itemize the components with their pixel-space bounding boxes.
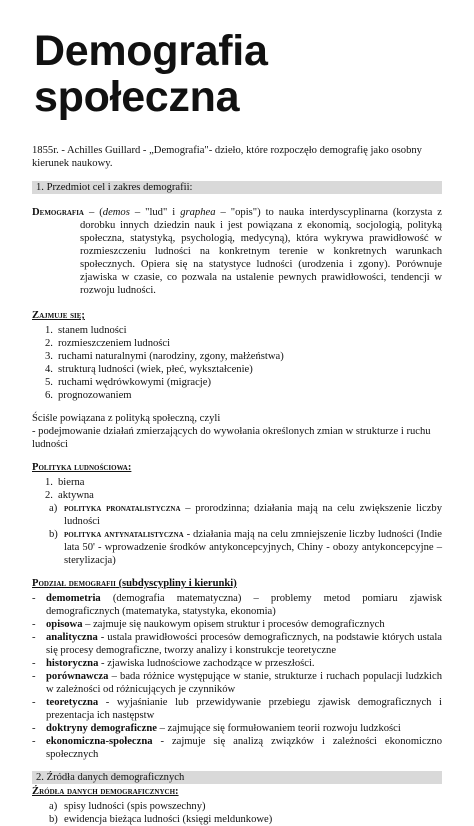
list-label: porównawcza <box>46 671 109 682</box>
list-text: (demografia matematyczna) – problemy metod pomiaru zjawisk demograficznych (matematyka, statystyka, ekonomia) <box>46 593 442 617</box>
list-text: bierna <box>58 477 85 488</box>
list-item: - demometria (demografia matematyczna) – problemy metod pomiaru zjawisk demograficznych (matematyka, statystyka, ekonomia) <box>32 593 442 617</box>
definition-text: – "lud" i <box>129 207 181 218</box>
polityka-heading: Polityka ludnościowa: <box>32 462 132 473</box>
list-number: 4. <box>45 364 53 375</box>
list-label: analityczna <box>46 632 98 643</box>
list-item: - analityczna - ustala prawidłowości procesów demograficznych, na podstawie których ustala się procesy demograficzne, tworzy analizy i konstrukcje teoretyczne <box>32 632 442 656</box>
list-text: spisy ludności (spis powszechny) <box>64 801 206 812</box>
list-number: 2. <box>45 490 53 501</box>
zrodla-list <box>32 800 442 826</box>
list-label: teoretyczna <box>46 697 99 708</box>
list-text: rozmieszczeniem ludności <box>58 338 171 349</box>
list-text: - zjawiska ludnościowe zachodzące w przeszłości. <box>98 658 315 669</box>
definition-word-graphea: graphea <box>180 207 216 218</box>
list-text: strukturą ludności (wiek, płeć, wykształcenie) <box>58 364 253 375</box>
list-item: - doktryny demograficzne – zajmujące się formułowaniem teorii rozwoju ludzkości <box>32 723 401 734</box>
list-label: polityka pronatalistyczna <box>64 503 181 514</box>
list-item: - porównawcza – bada różnice występujące w stanie, strukturze i ruchach populacji ludzkich w zależności od różnicujących je czynników <box>32 671 442 695</box>
list-item <box>32 502 442 528</box>
list-item <box>32 813 442 826</box>
zajmuje-list <box>32 324 442 402</box>
definition-term: Demografia <box>32 207 84 218</box>
list-item <box>32 528 442 567</box>
list-text: – zajmuje się naukowym opisem struktur i procesów demograficznych <box>82 619 385 630</box>
document-page <box>32 28 442 826</box>
list-text: - ustala prawidłowości procesów demograficznych, na podstawie których ustala się procesy demograficzne, tworzy analizy i konstrukcje teoretyczne <box>46 632 442 656</box>
list-label: opisowa <box>46 619 83 630</box>
list-label: doktryny demograficzne <box>46 723 157 734</box>
list-item <box>32 337 442 350</box>
list-text: ruchami naturalnymi (narodziny, zgony, małżeństwa) <box>58 351 284 362</box>
list-number: 5. <box>45 377 53 388</box>
list-text: stanem ludności <box>58 325 127 336</box>
list-label: demometria <box>46 593 101 604</box>
list-item <box>32 350 442 363</box>
list-text: – prorodzinna; działania mają na celu zwiększenie liczby ludności <box>64 503 442 527</box>
list-text: prognozowaniem <box>58 390 132 401</box>
list-item <box>32 476 442 489</box>
section-heading-2: 2. Źródła danych demograficznych <box>32 771 442 784</box>
list-item: - opisowa – zajmuje się naukowym opisem struktur i procesów demograficznych <box>32 619 385 630</box>
list-item <box>32 376 442 389</box>
polityka-sublist <box>32 502 442 567</box>
section-heading-1: 1. Przedmiot cel i zakres demografii: <box>32 181 442 194</box>
list-text: - działania mają na celu zmniejszenie liczby ludności (Indie lata 50' - wprowadzenie środków antykoncepcyjnych, Chiny - obozy antykoncepcyjne – sterylizacja) <box>64 529 442 566</box>
definition-text: – "opis") to nauka interdyscyplinarna (korzysta z dorobku innych dziedzin nauk i jest powiązana z ekonomią, socjologią, polityką społeczna, statystyką, psychologią, medycyną), która wykrywa prawidłowość w rozmieszczeniu ludności na konkretnym terenie w konkretnych warunkach społecznych. Opiera się na statystyce ludności (urodzenia i zgony). Porównuje zjawiska w czasie, co pozwala na ustalenie pewnych prawidłowości, tendencji w rozwoju ludności. <box>80 207 442 296</box>
list-number: 3. <box>45 351 53 362</box>
list-letter: a) <box>49 801 58 812</box>
list-item <box>32 389 442 402</box>
list-text: – bada różnice występujące w stanie, strukturze i ruchach populacji ludzkich w zależności od różnicujących je czynników <box>46 671 442 695</box>
list-text: aktywna <box>58 490 94 501</box>
list-label: historyczna <box>46 658 99 669</box>
list-item <box>32 363 442 376</box>
definition-word-demos: demos <box>102 207 130 218</box>
list-number: 1. <box>45 325 53 336</box>
list-text: - zajmuje się analizą związków i zależności ekonomiczno społecznych <box>46 736 442 760</box>
list-label: polityka antynatalistyczna <box>64 529 184 540</box>
polityka-intro-line: Ściśle powiązana z polityką społeczną, czyli <box>32 413 221 424</box>
list-item: - historyczna - zjawiska ludnościowe zachodzące w przeszłości. <box>32 658 315 669</box>
list-text: ruchami wędrówkowymi (migracje) <box>58 377 211 388</box>
podzial-heading <box>32 577 442 590</box>
list-text: ewidencja bieżąca ludności (księgi meldunkowe) <box>64 814 273 825</box>
list-number: 1. <box>45 477 53 488</box>
definition-text: – ( <box>83 207 103 218</box>
list-letter: a) <box>49 503 58 514</box>
polityka-intro-line: - podejmowanie działań zmierzających do wywołania określonych zmian w strukturze i ruchu ludności <box>32 426 431 450</box>
list-letter: b) <box>49 529 58 540</box>
list-number: 2. <box>45 338 53 349</box>
list-letter: b) <box>49 814 58 825</box>
podzial-heading-rest: (subdyscypliny i kierunki) <box>115 578 237 589</box>
definition-paragraph <box>32 206 442 297</box>
list-text: - wyjaśnianie lub przewidywanie przebiegu zjawisk demograficznych i prezentacja ich następstw <box>46 697 442 721</box>
podzial-list <box>32 592 442 761</box>
list-number: 6. <box>45 390 53 401</box>
list-label: ekonomiczna-społeczna <box>46 736 153 747</box>
list-text: – zajmujące się formułowaniem teorii rozwoju ludzkości <box>156 723 401 734</box>
polityka-list <box>32 476 442 502</box>
list-item <box>32 800 442 813</box>
page-title: Demografia społeczna <box>34 27 268 121</box>
list-item <box>32 489 442 502</box>
list-item: - teoretyczna - wyjaśnianie lub przewidywanie przebiegu zjawisk demograficznych i prezentacja ich następstw <box>32 697 442 721</box>
zrodla-heading: Źródła danych demograficznych: <box>32 786 179 797</box>
list-item <box>32 324 442 337</box>
podzial-heading-main: Podział demografii <box>32 578 116 589</box>
intro-paragraph: 1855r. - Achilles Guillard - „Demografia"- dzieło, które rozpoczęło demografię jako osobny kierunek naukowy. <box>32 145 422 169</box>
zajmuje-heading: Zajmuje się; <box>32 310 85 321</box>
list-item: - ekonomiczna-społeczna - zajmuje się analizą związków i zależności ekonomiczno społecznych <box>32 736 442 760</box>
